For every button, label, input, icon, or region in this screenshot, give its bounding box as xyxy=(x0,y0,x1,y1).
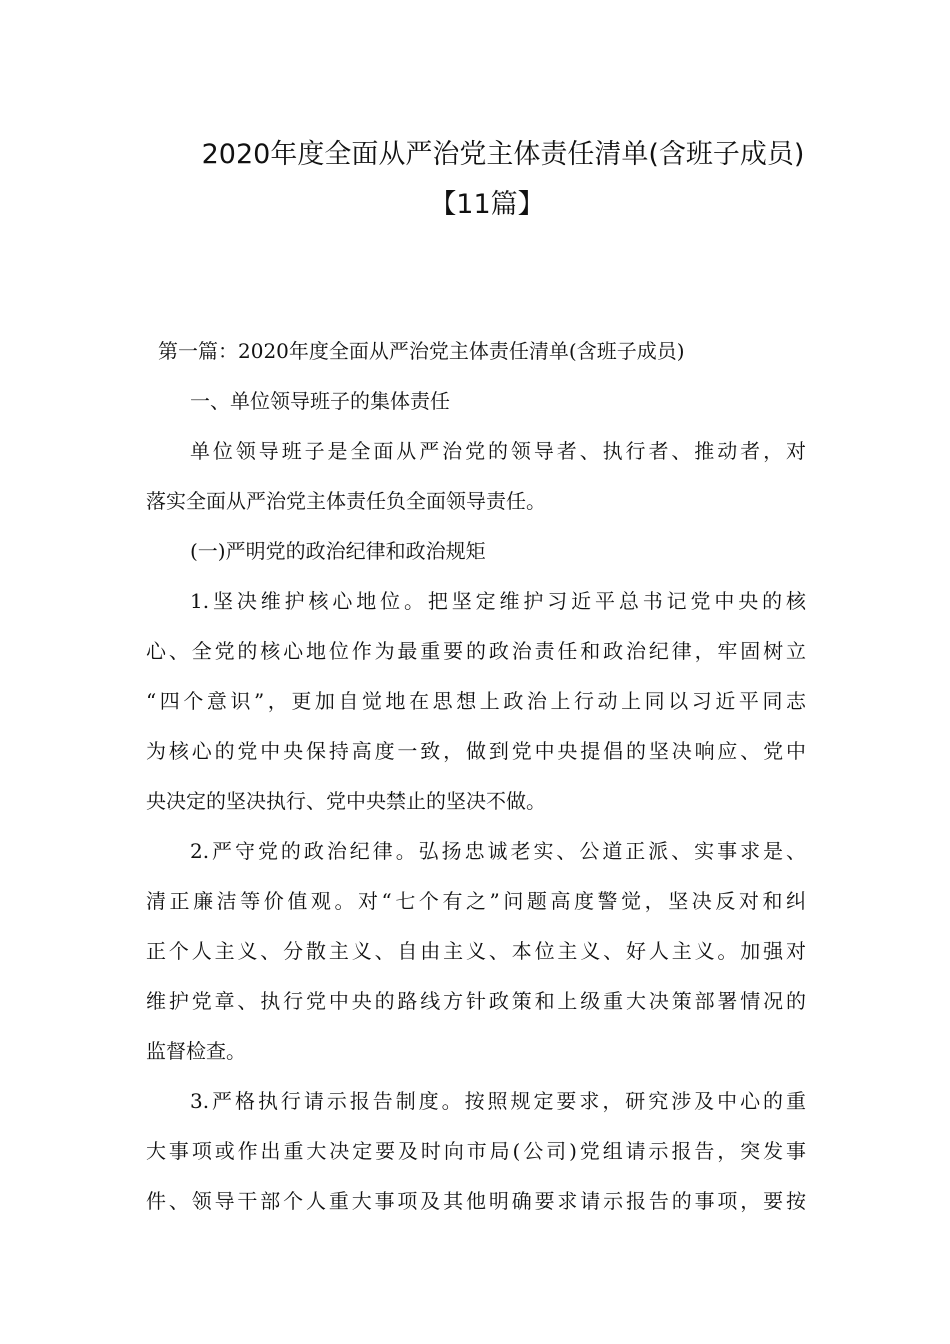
document-title-count: 【11篇】 xyxy=(429,189,545,220)
section-heading: 一、单位领导班子的集体责任 xyxy=(190,389,450,413)
paragraph-line: 为核心的党中央保持高度一致，做到党中央提倡的坚决响应、党中 xyxy=(146,739,806,763)
paragraph-line: 落实全面从严治党主体责任负全面领导责任。 xyxy=(146,489,546,513)
paragraph-line: 单位领导班子是全面从严治党的领导者、执行者、推动者，对 xyxy=(190,439,806,463)
paragraph-line: 大事项或作出重大决定要及时向市局(公司)党组请示报告，突发事 xyxy=(146,1139,806,1163)
document-title: 2020年度全面从严治党主体责任清单(含班子成员) xyxy=(201,139,805,170)
paragraph-line: 清正廉洁等价值观。对“七个有之”问题高度警觉，坚决反对和纠 xyxy=(146,889,806,913)
paragraph-line: 2.严守党的政治纪律。弘扬忠诚老实、公道正派、实事求是、 xyxy=(190,839,806,863)
paragraph-line: 1.坚决维护核心地位。把坚定维护习近平总书记党中央的核 xyxy=(190,589,806,613)
chapter-heading: 第一篇：2020年度全面从严治党主体责任清单(含班子成员) xyxy=(158,339,685,363)
paragraph-line: 心、全党的核心地位作为最重要的政治责任和政治纪律，牢固树立 xyxy=(146,639,806,663)
paragraph-line: 件、领导干部个人重大事项及其他明确要求请示报告的事项，要按 xyxy=(146,1189,806,1213)
subsection-heading: (一)严明党的政治纪律和政治规矩 xyxy=(190,539,486,563)
paragraph-line: 维护党章、执行党中央的路线方针政策和上级重大决策部署情况的 xyxy=(146,989,806,1013)
paragraph-line: 正个人主义、分散主义、自由主义、本位主义、好人主义。加强对 xyxy=(146,939,806,963)
paragraph-line: 央决定的坚决执行、党中央禁止的坚决不做。 xyxy=(146,789,546,813)
paragraph-line: 3.严格执行请示报告制度。按照规定要求，研究涉及中心的重 xyxy=(190,1089,806,1113)
paragraph-line: “四个意识”，更加自觉地在思想上政治上行动上同以习近平同志 xyxy=(146,689,806,713)
paragraph-line: 监督检查。 xyxy=(146,1039,246,1063)
